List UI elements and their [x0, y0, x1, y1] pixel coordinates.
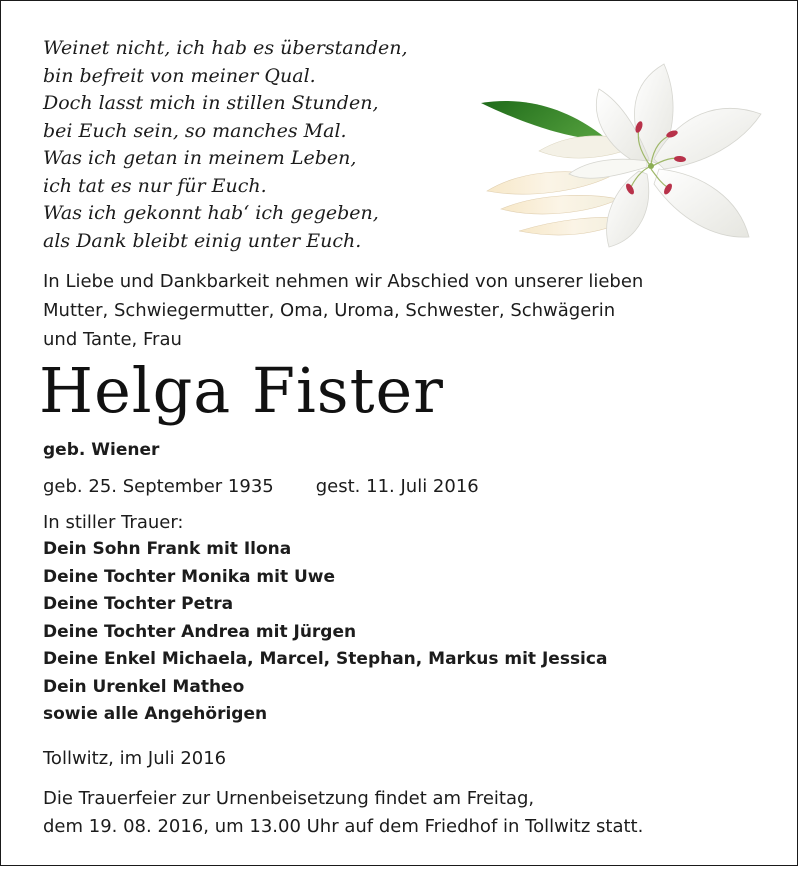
mourners-list	[43, 536, 607, 729]
maiden-name: geb. Wiener	[43, 440, 160, 460]
life-dates	[43, 472, 479, 502]
poem-line: Doch lasst mich in stillen Stunden,	[43, 92, 379, 114]
mourning-label: In stiller Trauer:	[43, 512, 184, 533]
death-date: gest. 11. Juli 2016	[315, 476, 479, 497]
poem-line: bin befreit von meiner Qual.	[43, 64, 316, 87]
mourner-item: Dein Urenkel Matheo	[43, 676, 245, 697]
place-date: Tollwitz, im Juli 2016	[43, 748, 227, 769]
poem-line: bei Euch sein, so manches Mal.	[43, 119, 347, 142]
service-info	[43, 785, 643, 841]
intro-text	[43, 267, 743, 354]
intro-line: Mutter, Schwiegermutter, Oma, Uroma, Schwester, Schwägerin	[43, 300, 616, 321]
service-line: dem 19. 08. 2016, um 13.00 Uhr auf dem Friedhof in Tollwitz statt.	[43, 816, 644, 837]
mourner-item: Deine Tochter Petra	[43, 594, 234, 614]
birth-date: geb. 25. September 1935	[43, 476, 274, 497]
poem-line: als Dank bleibt einig unter Euch.	[43, 229, 362, 252]
poem-line: Weinet nicht, ich hab es überstanden,	[43, 37, 408, 59]
poem-line: ich tat es nur für Euch.	[43, 174, 267, 197]
poem-line: Was ich gekonnt hab‘ ich gegeben,	[43, 202, 379, 224]
poem	[43, 35, 408, 255]
mourner-item: Dein Sohn Frank mit Ilona	[43, 539, 292, 559]
mourner-item: Deine Tochter Monika mit Uwe	[43, 566, 336, 587]
deceased-name: Helga Fister	[39, 354, 444, 427]
mourner-item: sowie alle Angehörigen	[43, 704, 268, 724]
mourner-item: Deine Tochter Andrea mit Jürgen	[43, 621, 357, 642]
intro-line: und Tante, Frau	[43, 329, 182, 350]
white-lily-flower-icon	[479, 59, 769, 249]
mourner-item: Deine Enkel Michaela, Marcel, Stephan, Markus mit Jessica	[43, 649, 608, 669]
intro-line: In Liebe und Dankbarkeit nehmen wir Abschied von unserer lieben	[43, 271, 644, 292]
service-line: Die Trauerfeier zur Urnenbeisetzung findet am Freitag,	[43, 788, 535, 809]
poem-line: Was ich getan in meinem Leben,	[43, 147, 357, 169]
